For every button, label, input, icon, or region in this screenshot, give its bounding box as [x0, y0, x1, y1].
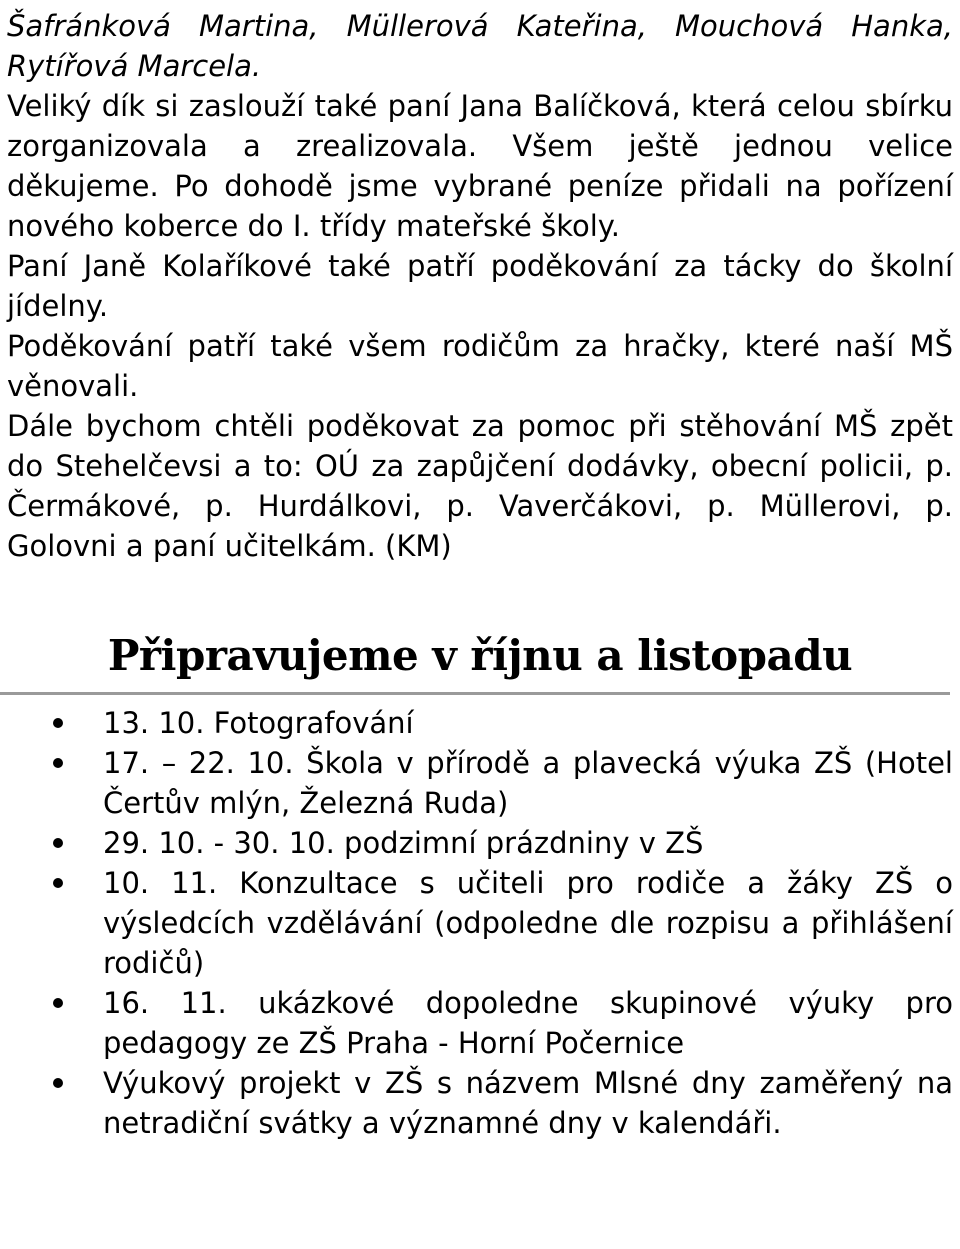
paragraph-thanks-collection: Veliký dík si zaslouží také paní Jana Balíčková, která celou sbírku zorganizovala a zrealizovala. Všem ještě jednou velice děkujeme. Po dohodě jsme vybrané peníze přidali na pořízení nového koberce do I. třídy mateřské školy. [7, 89, 953, 243]
list-item [7, 983, 953, 1063]
list-item [7, 1063, 953, 1143]
bullet-icon [53, 878, 63, 888]
section-heading: Připravujeme v říjnu a listopadu [107, 631, 853, 680]
event-text: 10. 11. Konzultace s učiteli pro rodiče a žáky ZŠ o výsledcích vzdělávání (odpoledne dle rozpisu a přihlášení rodičů) [103, 866, 953, 980]
list-item [7, 823, 953, 863]
events-list [7, 703, 953, 1143]
bullet-icon [53, 1078, 63, 1088]
event-text: 16. 11. ukázkové dopoledne skupinové výuky pro pedagogy ze ZŠ Praha - Horní Počernice [103, 986, 953, 1060]
list-item [7, 703, 953, 743]
paragraph-thanks-moving: Dále bychom chtěli poděkovat za pomoc při stěhování MŠ zpět do Stehelčevsi a to: OÚ za zapůjčení dodávky, obecní policii, p. Čermákové, p. Hurdálkovi, p. Vaverčákovi, p. Müllerovi, p. Golovni a paní učitelkám. (KM) [7, 409, 953, 563]
event-text: Výukový projekt v ZŠ s názvem Mlsné dny zaměřený na netradiční svátky a významné dny v kalendáři. [103, 1066, 953, 1140]
bullet-icon [53, 838, 63, 848]
bullet-icon [53, 998, 63, 1008]
bullet-icon [53, 758, 63, 768]
event-text: 17. – 22. 10. Škola v přírodě a plavecká výuka ZŠ (Hotel Čertův mlýn, Železná Ruda) [103, 746, 953, 820]
event-text: 29. 10. - 30. 10. podzimní prázdniny v ZŠ [103, 826, 704, 860]
document-page [7, 0, 953, 1143]
section-header [7, 628, 953, 695]
bullet-icon [53, 718, 63, 728]
paragraph-thanks-trays: Paní Janě Kolaříkové také patří poděkování za tácky do školní jídelny. [7, 249, 953, 323]
list-item [7, 863, 953, 983]
list-item [7, 743, 953, 823]
heading-divider [0, 692, 950, 695]
paragraph-thanks-toys: Poděkování patří také všem rodičům za hračky, které naší MŠ věnovali. [7, 329, 953, 403]
event-text: 13. 10. Fotografování [103, 706, 414, 740]
paragraph-names: Šafránková Martina, Müllerová Kateřina, Mouchová Hanka, Rytířová Marcela. [7, 9, 953, 83]
